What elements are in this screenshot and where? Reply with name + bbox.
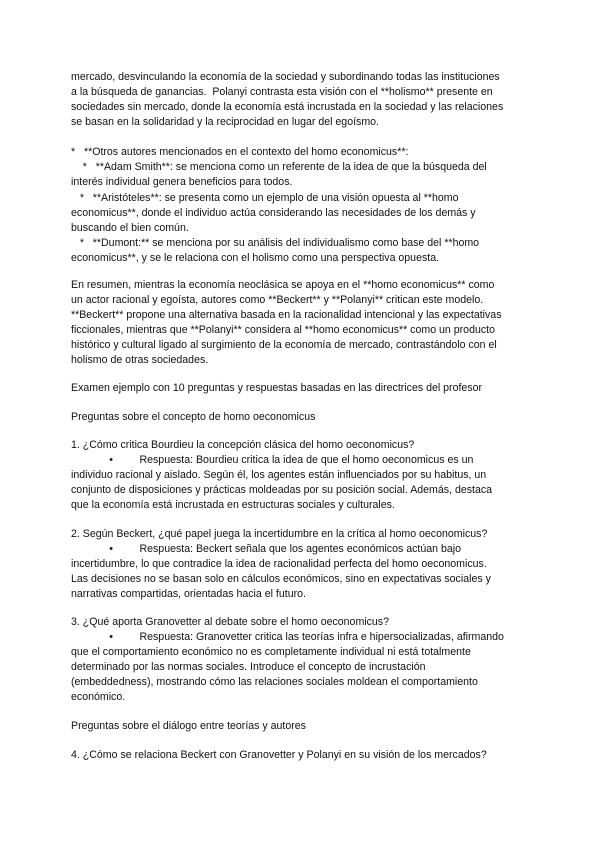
bullet-heading: * **Otros autores mencionados en el contexto del homo economicus**:	[71, 146, 409, 158]
answer-bullet: • Respuesta: Bourdieu critica la idea de que el homo oeconomicus es un	[71, 454, 474, 466]
question: 4. ¿Cómo se relaciona Beckert con Granovetter y Polanyi en su visión de los mercados?	[71, 749, 487, 761]
question: 1. ¿Cómo critica Bourdieu la concepción clásica del homo oeconomicus?	[71, 439, 415, 451]
text-line: que el comportamiento económico no es completamente individual ni está totalmente	[71, 646, 471, 658]
section-heading: Preguntas sobre el concepto de homo oeconomicus	[71, 411, 316, 423]
text-line: individuo racional y aislado. Según él, los agentes están influenciados por su habitus, un	[71, 469, 487, 481]
text-line: ficcionales, mientras que **Polanyi** considera al **homo economicus** como un producto	[71, 324, 495, 336]
text-line: sociedades sin mercado, donde la economía está incrustada en la sociedad y las relaciones	[71, 101, 504, 113]
text-line: * **Dumont:** se menciona por su análisis del individualismo como base del **homo	[71, 237, 480, 249]
text-line: * **Aristóteles**: se presenta como un ejemplo de una visión opuesta al **homo	[71, 192, 459, 204]
text-line: economicus**, donde el individuo actúa considerando las necesidades de los demás y	[71, 207, 476, 219]
text-line: a la búsqueda de ganancias. Polanyi contrasta esta visión con el **holismo** presente en	[71, 86, 493, 98]
text-line: holismo de otras sociedades.	[71, 354, 209, 366]
question: 2. Según Beckert, ¿qué papel juega la incertidumbre en la crítica al homo oeconomicus?	[71, 528, 488, 540]
question: 3. ¿Qué aporta Granovetter al debate sobre el homo oeconomicus?	[71, 616, 389, 628]
text-line: conjunto de disposiciones y prácticas moldeadas por su posición social. Además, destaca	[71, 484, 493, 496]
text-line: se basan en la solidaridad y la reciprocidad en lugar del egoísmo.	[71, 116, 379, 128]
text-line: determinado por las normas sociales. Introduce el concepto de incrustación	[71, 661, 426, 673]
section-heading: Preguntas sobre el diálogo entre teorías y autores	[71, 720, 306, 732]
text-line: incertidumbre, lo que contradice la idea de racionalidad perfecta del homo oeconomicus.	[71, 558, 487, 570]
text-line: narrativas compartidas, orientadas hacia el futuro.	[71, 588, 306, 600]
text-line: económico.	[71, 691, 126, 703]
section-heading: Examen ejemplo con 10 preguntas y respuestas basadas en las directrices del profesor	[71, 382, 483, 394]
text-line: En resumen, mientras la economía neoclásica se apoya en el **homo economicus** como	[71, 279, 495, 291]
answer-bullet: • Respuesta: Granovetter critica las teorías infra e hipersocializadas, afirmando	[71, 631, 504, 643]
text-line: (embeddedness), mostrando cómo las relaciones sociales moldean el comportamiento	[71, 676, 478, 688]
text-line: economicus**, y se le relaciona con el holismo como una perspectiva opuesta.	[71, 252, 440, 264]
text-line: mercado, desvinculando la economía de la sociedad y subordinando todas las instituciones	[71, 71, 500, 83]
text-line: * **Adam Smith**: se menciona como un referente de la idea de que la búsqueda del	[71, 161, 487, 173]
text-line: Las decisiones no se basan solo en cálculos económicos, sino en expectativas sociales y	[71, 573, 491, 585]
text-line: un actor racional y egoísta, autores como **Beckert** y **Polanyi** critican este modelo.	[71, 294, 484, 306]
text-line: histórico y cultural ligado al surgimiento de la economía de mercado, contrastándolo con el	[71, 339, 497, 351]
text-line: interés individual genera beneficios para todos.	[71, 176, 293, 188]
text-line: **Beckert** propone una alternativa basada en la racionalidad intencional y las expectativas	[71, 309, 502, 321]
answer-bullet: • Respuesta: Beckert señala que los agentes económicos actúan bajo	[71, 543, 462, 555]
text-line: buscando el bien común.	[71, 222, 189, 234]
text-line: que la economía está incrustada en estructuras sociales y culturales.	[71, 499, 395, 511]
